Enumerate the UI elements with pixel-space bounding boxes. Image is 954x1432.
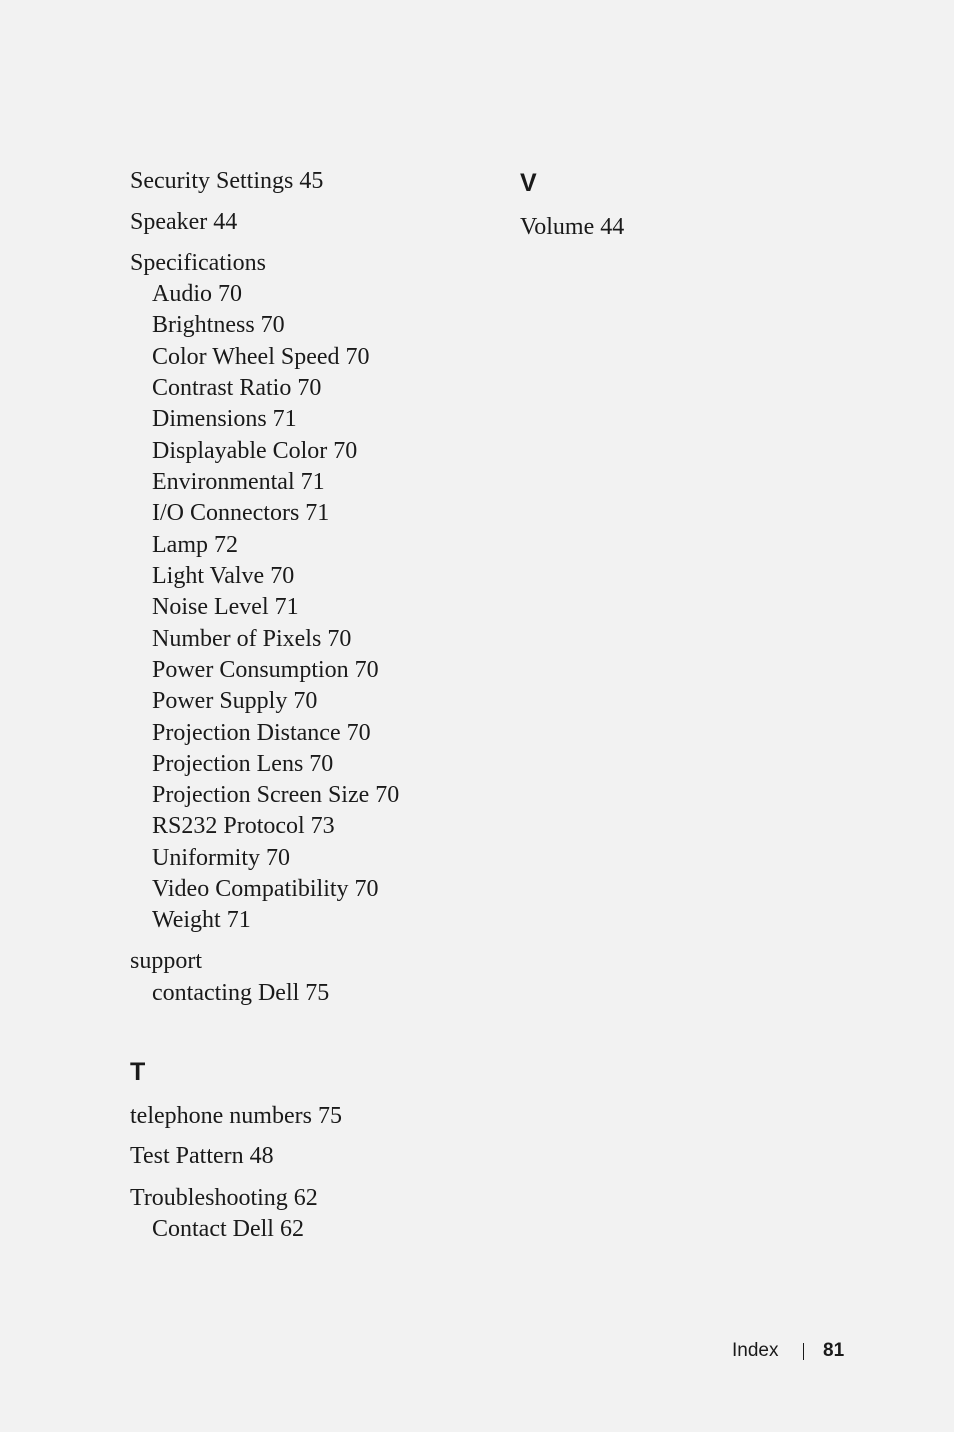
section-letter-v: V — [520, 169, 537, 197]
index-subentry-power-supply: Power Supply 70 — [152, 688, 318, 714]
index-subentry-video-compatibility: Video Compatibility 70 — [152, 876, 379, 902]
index-entry-support: support — [130, 948, 202, 974]
index-entry-telephone-numbers: telephone numbers 75 — [130, 1103, 342, 1129]
index-entry-troubleshooting: Troubleshooting 62 — [130, 1185, 318, 1211]
index-subentry-contacting-dell: contacting Dell 75 — [152, 980, 330, 1006]
index-subentry-lamp: Lamp 72 — [152, 532, 238, 558]
index-entry-security-settings: Security Settings 45 — [130, 168, 324, 194]
index-entry-test-pattern: Test Pattern 48 — [130, 1143, 274, 1169]
index-subentry-uniformity: Uniformity 70 — [152, 845, 290, 871]
index-subentry-contrast-ratio: Contrast Ratio 70 — [152, 375, 322, 401]
index-subentry-contact-dell: Contact Dell 62 — [152, 1216, 304, 1242]
index-subentry-rs232-protocol: RS232 Protocol 73 — [152, 813, 335, 839]
index-subentry-dimensions: Dimensions 71 — [152, 406, 297, 432]
index-subentry-projection-distance: Projection Distance 70 — [152, 720, 371, 746]
index-subentry-light-valve: Light Valve 70 — [152, 563, 295, 589]
index-subentry-brightness: Brightness 70 — [152, 312, 285, 338]
index-subentry-noise-level: Noise Level 71 — [152, 594, 299, 620]
section-letter-t: T — [130, 1058, 146, 1086]
index-subentry-projection-screen-size: Projection Screen Size 70 — [152, 782, 400, 808]
index-subentry-displayable-color: Displayable Color 70 — [152, 438, 358, 464]
index-subentry-power-consumption: Power Consumption 70 — [152, 657, 379, 683]
index-entry-speaker: Speaker 44 — [130, 209, 238, 235]
index-subentry-audio: Audio 70 — [152, 281, 242, 307]
index-entry-specifications: Specifications — [130, 250, 266, 276]
footer-divider — [803, 1343, 804, 1360]
footer-section-label: Index — [732, 1340, 779, 1361]
index-subentry-environmental: Environmental 71 — [152, 469, 325, 495]
footer-page-number: 81 — [823, 1340, 845, 1361]
index-subentry-weight: Weight 71 — [152, 907, 251, 933]
index-subentry-io-connectors: I/O Connectors 71 — [152, 500, 330, 526]
index-subentry-projection-lens: Projection Lens 70 — [152, 751, 334, 777]
index-entry-volume: Volume 44 — [520, 214, 625, 240]
index-subentry-color-wheel-speed: Color Wheel Speed 70 — [152, 344, 370, 370]
index-subentry-number-of-pixels: Number of Pixels 70 — [152, 626, 352, 652]
